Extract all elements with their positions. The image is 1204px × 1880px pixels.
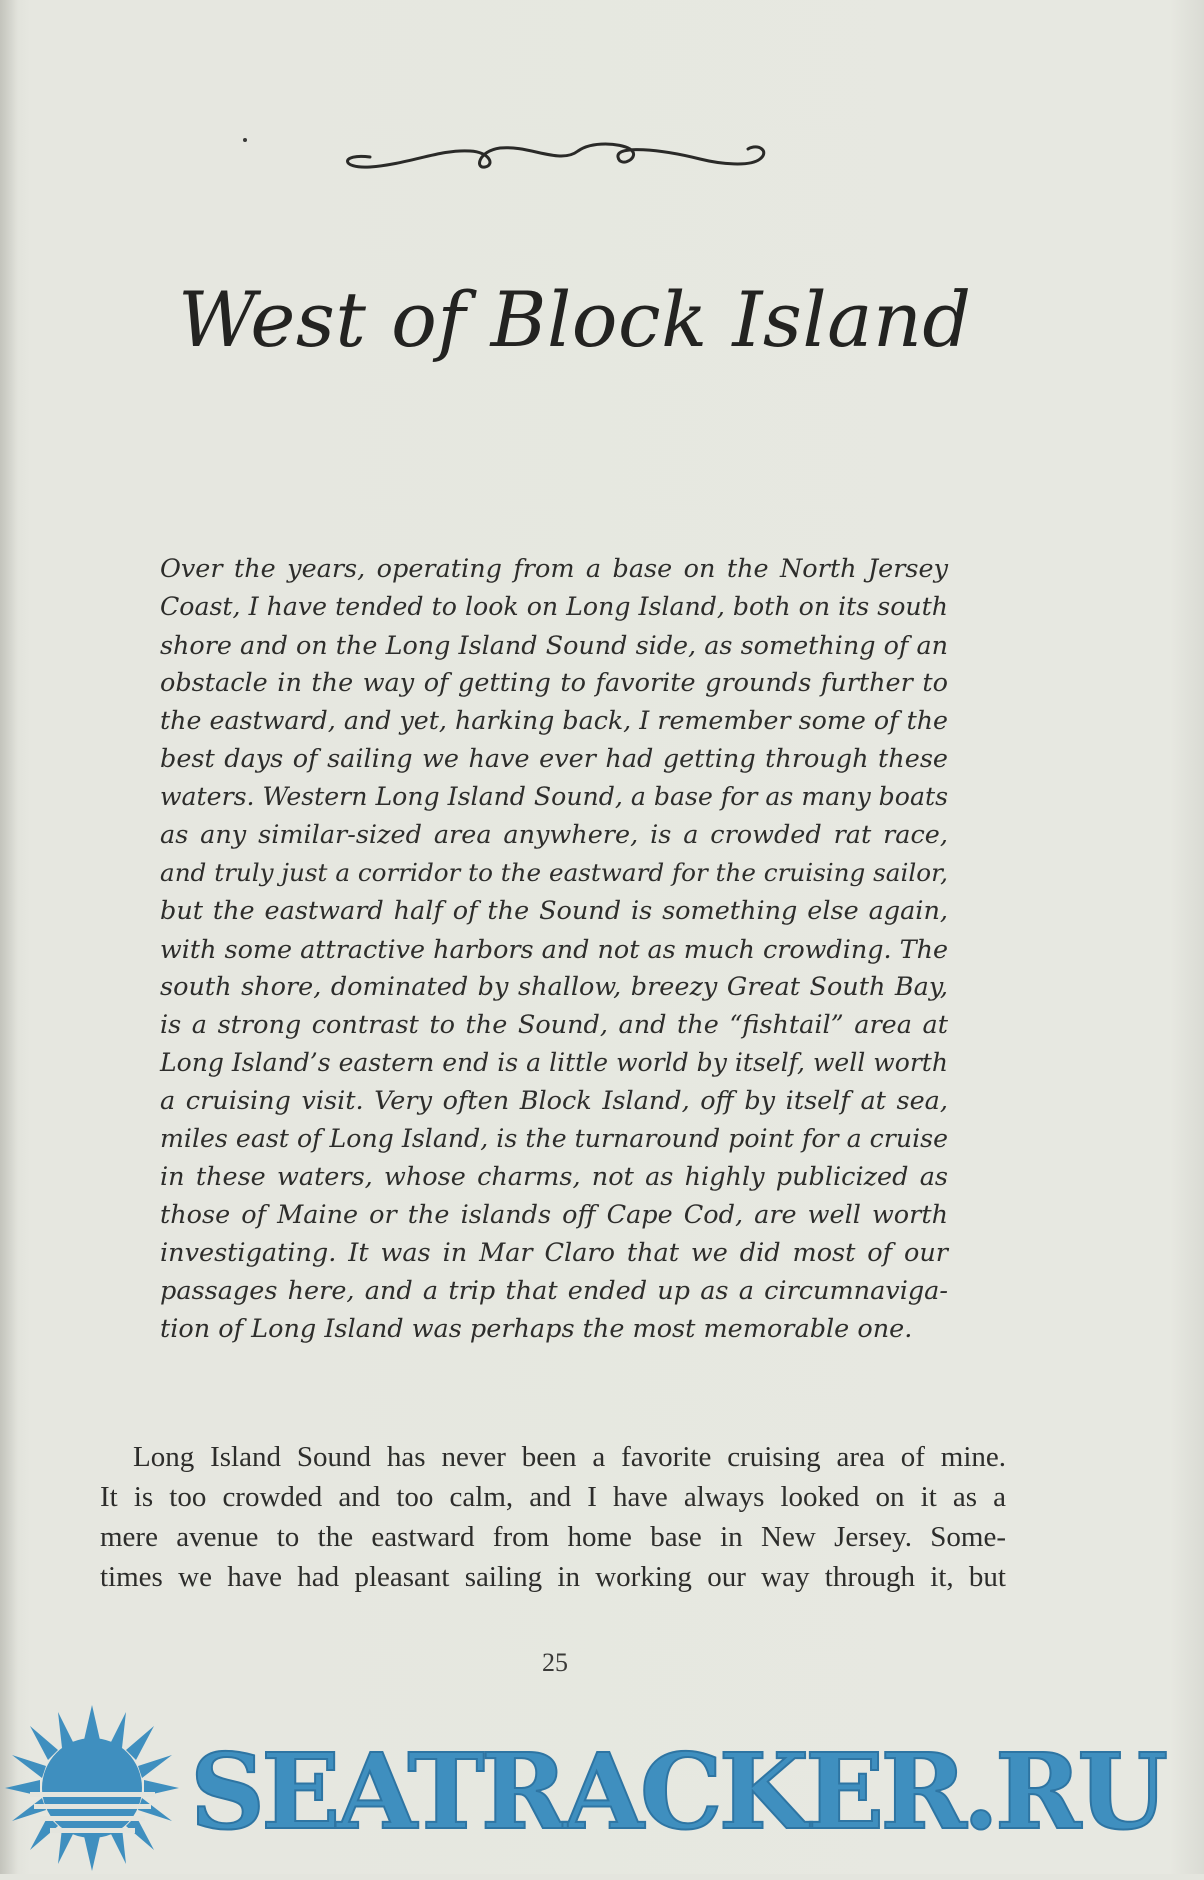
intro-line: but the eastward half of the Sound is something else again, [160, 896, 948, 926]
intro-line: as any similar-sized area anywhere, is a crowded rat race, [160, 820, 948, 850]
intro-line: Coast, I have tended to look on Long Island, both on its south [160, 592, 948, 621]
intro-line: south shore, dominated by shallow, breezy Great South Bay, [160, 972, 948, 1002]
intro-line: Over the years, operating from a base on the North Jersey [160, 554, 948, 584]
intro-line: shore and on the Long Island Sound side, as something of an [160, 630, 948, 660]
chapter-intro-italic [160, 550, 948, 1348]
intro-line: a cruising visit. Very often Block Island, off by itself at sea, [160, 1086, 948, 1116]
intro-line: in these waters, whose charms, not as highly publicized as [160, 1162, 948, 1192]
intro-line: is a strong contrast to the Sound, and the “fishtail” area at [160, 1010, 948, 1040]
page-number: 25 [542, 1648, 568, 1677]
intro-line: waters. Western Long Island Sound, a base for as many boats [160, 782, 948, 811]
intro-line: tion of Long Island was perhaps the most memorable one. [160, 1314, 913, 1344]
decorative-flourish-ornament [330, 135, 780, 180]
intro-line: Long Island’s eastern end is a little world by itself, well worth [160, 1048, 948, 1077]
intro-line: obstacle in the way of getting to favorite grounds further to [160, 668, 948, 698]
intro-line: and truly just a corridor to the eastward for the cruising sailor, [160, 858, 948, 887]
sun-over-sea-logo-icon [0, 1700, 185, 1880]
spine-shadow [0, 0, 18, 1874]
intro-line: best days of sailing we have ever had getting through these [160, 744, 948, 774]
intro-line: miles east of Long Island, is the turnaround point for a cruise [160, 1124, 948, 1153]
watermark-text: SEATRACKER.RU [190, 1730, 1165, 1853]
watermark [0, 1690, 1204, 1874]
intro-line: investigating. It was in Mar Claro that we did most of our [160, 1238, 948, 1268]
intro-line: the eastward, and yet, harking back, I remember some of the [160, 706, 948, 735]
intro-line: with some attractive harbors and not as much crowding. The [160, 934, 949, 964]
chapter-title: West of Block Island [178, 275, 972, 364]
body-line: Long Island Sound has never been a favorite cruising area of mine. [133, 1441, 1006, 1473]
body-line: mere avenue to the eastward from home base in New Jersey. Some- [100, 1521, 1006, 1553]
intro-line: passages here, and a trip that ended up as a circumnaviga- [160, 1276, 948, 1306]
print-speck [243, 138, 247, 142]
body-paragraph [100, 1437, 1006, 1597]
intro-line: those of Maine or the islands off Cape Cod, are well worth [160, 1200, 948, 1230]
body-line: times we have had pleasant sailing in working our way through it, but [100, 1561, 1006, 1593]
body-line: It is too crowded and too calm, and I have always looked on it as a [100, 1481, 1006, 1513]
